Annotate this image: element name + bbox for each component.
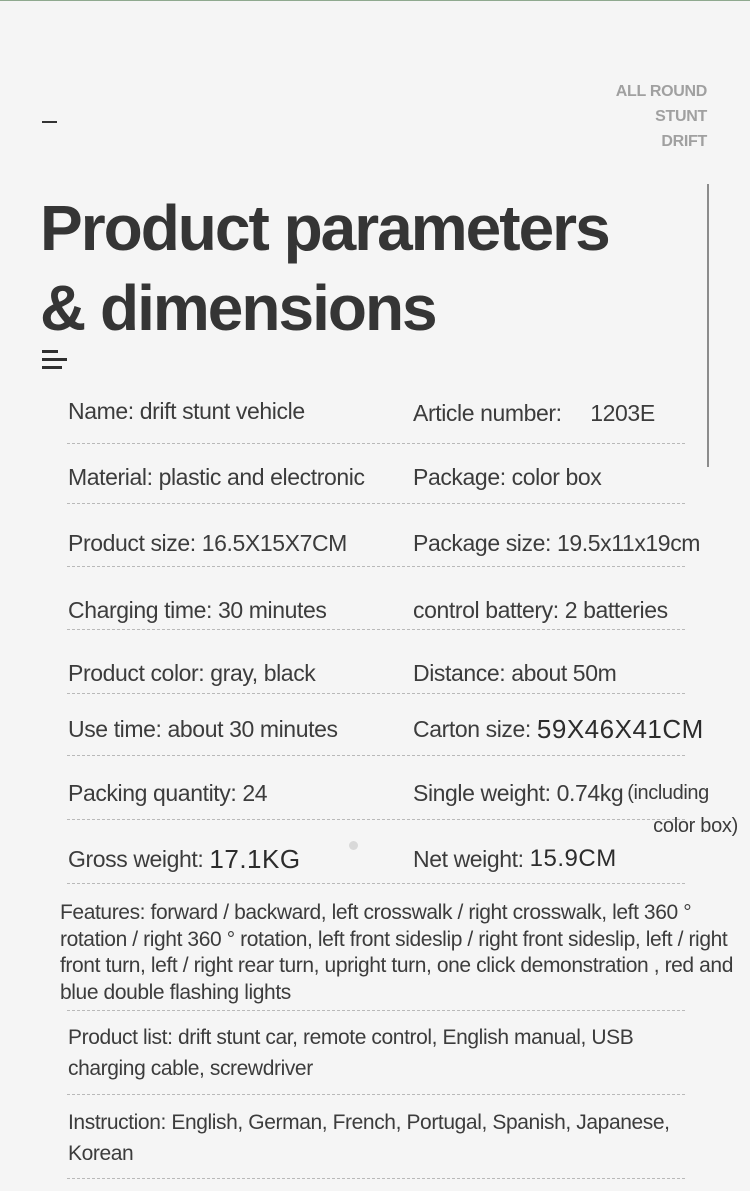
spec-packing-quantity: Packing quantity: 24: [68, 779, 268, 806]
spec-gross-weight-value: 17.1KG: [209, 843, 301, 874]
page-title-line-1: Product parameters: [40, 192, 609, 264]
spec-net-weight-label: Net weight:: [413, 845, 524, 872]
spec-charging-time: Charging time: 30 minutes: [68, 596, 327, 623]
instruction-text: Instruction: English, German, French, Portugal, Spanish, Japanese, Korean: [68, 1111, 670, 1165]
spec-carton-size: [413, 698, 704, 760]
tagline-line-2: STUNT: [655, 108, 707, 125]
spec-row: [67, 756, 709, 820]
spec-row: [67, 694, 704, 756]
spec-single-weight-note-continued: color box): [653, 815, 738, 837]
tagline-line-1: ALL ROUND: [615, 83, 707, 100]
separator: [67, 1010, 685, 1011]
spec-product-color: Product color: gray, black: [68, 659, 316, 686]
spec-carton-size-value: 59X46X41CM: [536, 713, 704, 744]
spec-row: [67, 820, 685, 884]
separator: [67, 1178, 685, 1179]
spec-single-weight-label: Single weight: 0.74kg: [413, 779, 624, 806]
page-title: [40, 188, 609, 348]
spec-row: [67, 440, 685, 504]
spec-carton-size-label: Carton size:: [413, 715, 531, 742]
spec-article-number: Article number: 1203E: [413, 399, 655, 426]
spec-row: [67, 503, 701, 567]
vertical-divider: [707, 184, 709, 467]
separator: [67, 1094, 685, 1095]
spec-package: Package: color box: [413, 463, 602, 490]
features-text: Features: forward / backward, left crosswalk / right crosswalk, left 360 ° rotation / right 360 ° rotation, left front sideslip / right front sideslip, left / right front turn, left / right rear turn, upright turn, one click demonstration , red and blue double flashing lights: [60, 901, 733, 1004]
spec-control-battery: control battery: 2 batteries: [413, 596, 668, 623]
spec-product-size: Product size: 16.5X15X7CM: [68, 529, 347, 556]
spec-row: [67, 630, 685, 694]
spec-net-weight: [413, 828, 617, 890]
spec-gross-weight-label: Gross weight:: [68, 845, 204, 872]
page-title-line-2: & dimensions: [40, 272, 436, 344]
spec-gross-weight: [68, 828, 301, 890]
spec-row: [67, 566, 685, 630]
spec-name: Name: drift stunt vehicle: [68, 397, 305, 424]
spec-row: [67, 380, 685, 444]
decorative-dot: [349, 841, 358, 850]
spec-single-weight-note: (including: [627, 781, 709, 804]
spec-use-time: Use time: about 30 minutes: [68, 715, 338, 742]
menu-lines-icon: [42, 350, 68, 370]
spec-distance: Distance: about 50m: [413, 659, 617, 686]
spec-package-size: Package size: 19.5x11x19cm: [413, 529, 701, 556]
tagline-line-3: DRIFT: [661, 133, 707, 150]
spec-material: Material: plastic and electronic: [68, 463, 365, 490]
dash-mark: [42, 121, 57, 123]
top-border-line: [0, 0, 750, 1]
tagline: [616, 79, 707, 154]
spec-net-weight-value: 15.9CM: [529, 845, 617, 872]
product-list-text: Product list: drift stunt car, remote control, English manual, USB charging cable, screwdriver: [68, 1026, 634, 1080]
